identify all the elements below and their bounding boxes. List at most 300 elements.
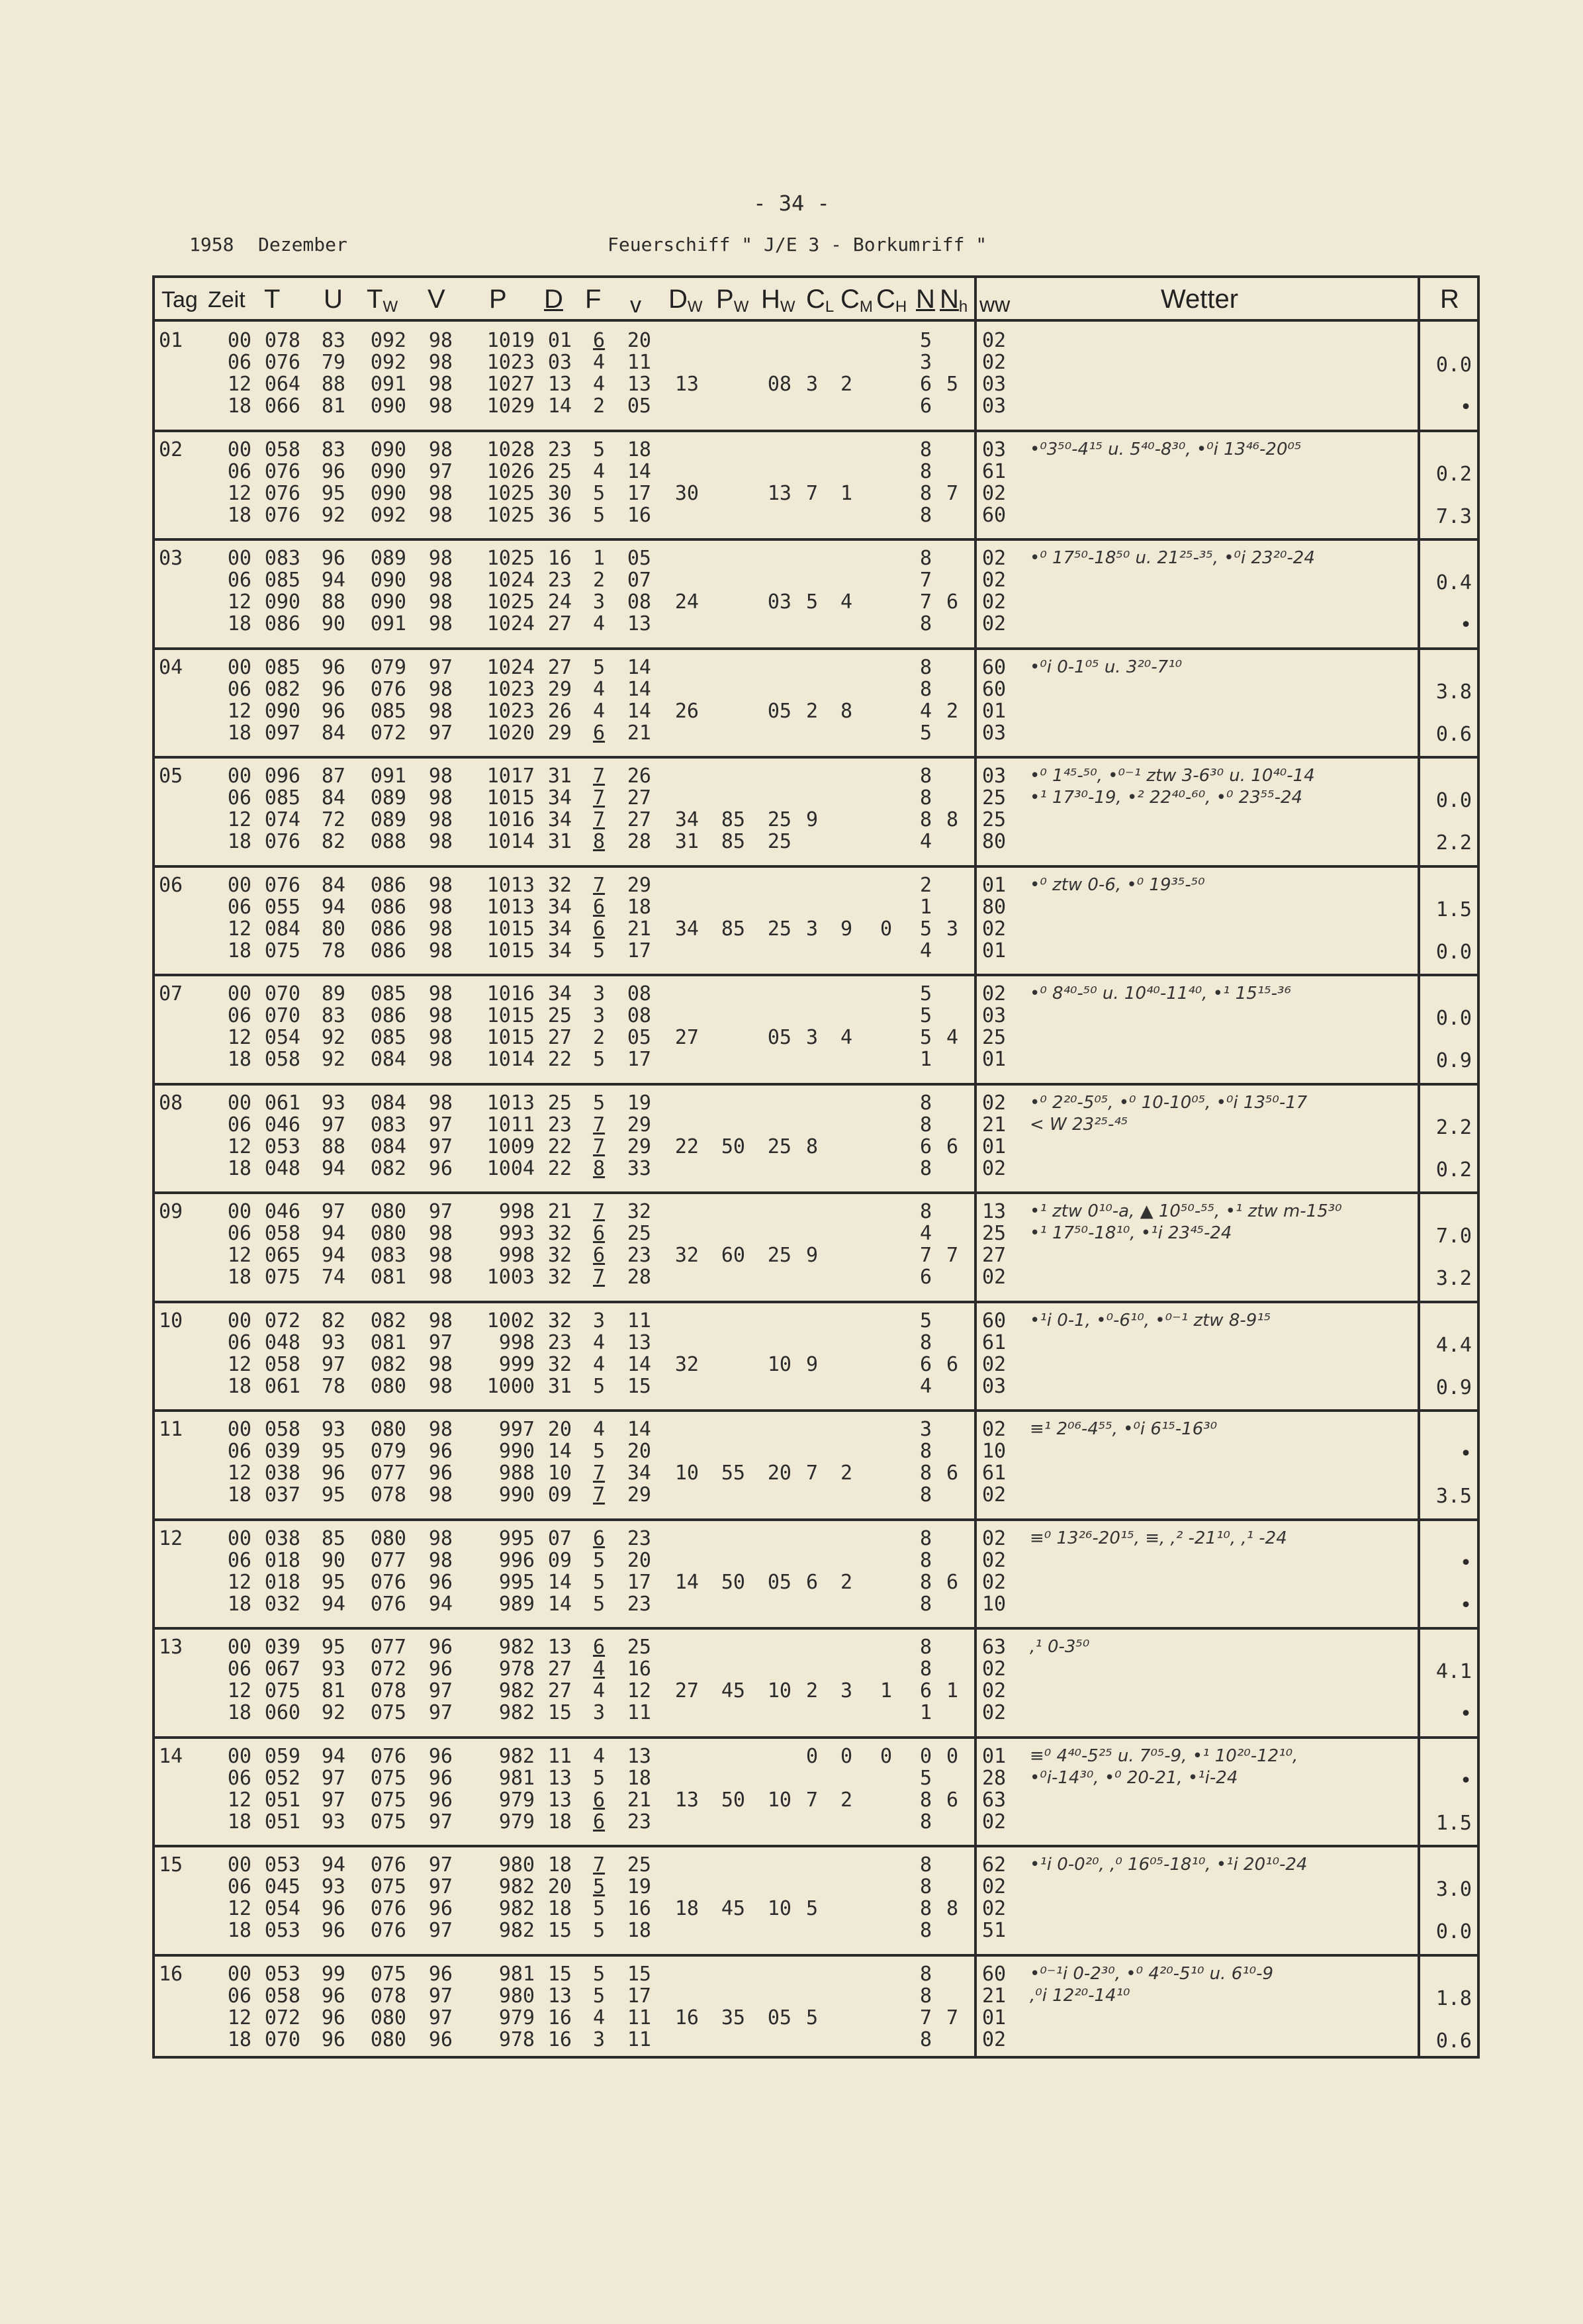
weather-note: •⁰ 8⁴⁰-⁵⁰ u. 10⁴⁰-11⁴⁰, •¹ 15¹⁵-³⁶ bbox=[1030, 984, 1291, 1003]
col-ch bbox=[876, 285, 907, 316]
cell-n: 5 bbox=[919, 1004, 932, 1027]
cell-nh: 8 bbox=[946, 808, 959, 831]
cell-dw: 10 bbox=[674, 1462, 699, 1485]
cell-u: 94 bbox=[321, 1222, 345, 1245]
cell-n: 5 bbox=[919, 1309, 932, 1332]
cell-v: 96 bbox=[428, 1744, 453, 1768]
cell-t: 074 bbox=[264, 808, 300, 831]
cell-u: 80 bbox=[321, 917, 345, 941]
cell-zeit: 06 bbox=[227, 459, 251, 483]
cell-tw: 076 bbox=[370, 677, 406, 701]
cell-tw: 080 bbox=[370, 2006, 406, 2029]
cell-u: 84 bbox=[321, 786, 345, 810]
cell-p: 1016 bbox=[486, 808, 535, 831]
cell-d: 22 bbox=[547, 1135, 572, 1158]
cell-d: 03 bbox=[547, 351, 572, 374]
cell-vv: 33 bbox=[627, 1156, 651, 1180]
cell-t: 096 bbox=[264, 765, 300, 788]
cell-t: 046 bbox=[264, 1113, 300, 1137]
cell-zeit: 06 bbox=[227, 1984, 251, 2008]
cell-f: 4 bbox=[592, 1352, 606, 1376]
cell-d: 16 bbox=[547, 2006, 572, 2029]
cell-ww: 60 bbox=[982, 503, 1007, 527]
cell-p: 995 bbox=[498, 1526, 535, 1550]
cell-f: 5 bbox=[592, 1091, 606, 1115]
cell-ww: 51 bbox=[982, 1919, 1007, 1942]
cell-vv: 25 bbox=[627, 1222, 651, 1245]
cell-d: 18 bbox=[547, 1853, 572, 1877]
cell-u: 88 bbox=[321, 373, 345, 396]
cell-zeit: 06 bbox=[227, 1657, 251, 1681]
cell-vv: 14 bbox=[627, 1418, 651, 1441]
cell-t: 075 bbox=[264, 1266, 300, 1289]
cell-vv: 27 bbox=[627, 808, 651, 831]
cell-pw: 50 bbox=[721, 1135, 745, 1158]
cell-d: 34 bbox=[547, 939, 572, 962]
cell-zeit: 06 bbox=[227, 677, 251, 701]
cell-t: 053 bbox=[264, 1919, 300, 1942]
cell-tw: 084 bbox=[370, 1091, 406, 1115]
cell-zeit: 12 bbox=[227, 1026, 251, 1049]
cell-v: 98 bbox=[428, 1091, 453, 1115]
col-cl bbox=[806, 285, 834, 316]
cell-t: 075 bbox=[264, 939, 300, 962]
day-divider bbox=[155, 538, 1477, 541]
cell-u: 78 bbox=[321, 1374, 345, 1398]
cell-d: 13 bbox=[547, 1984, 572, 2008]
weather-note: •¹ 17⁵⁰-18¹⁰, •¹i 23⁴⁵-24 bbox=[1030, 1223, 1232, 1243]
cell-ww: 02 bbox=[982, 481, 1007, 505]
cell-vv: 34 bbox=[627, 1462, 651, 1485]
cell-u: 85 bbox=[321, 1526, 345, 1550]
cell-f: 5 bbox=[592, 1875, 606, 1898]
cell-vv: 13 bbox=[627, 612, 651, 635]
cell-f: 4 bbox=[592, 677, 606, 701]
cell-ch: 1 bbox=[880, 1679, 893, 1702]
cell-vv: 29 bbox=[627, 1483, 651, 1507]
col-dw bbox=[668, 285, 703, 316]
cell-hw: 10 bbox=[767, 1788, 792, 1812]
cell-p: 978 bbox=[498, 1657, 535, 1681]
cell-f: 5 bbox=[592, 1984, 606, 2008]
cell-v: 98 bbox=[428, 481, 453, 505]
cell-zeit: 12 bbox=[227, 373, 251, 396]
cell-vv: 29 bbox=[627, 873, 651, 897]
cell-tw: 077 bbox=[370, 1462, 406, 1485]
cell-cl: 5 bbox=[805, 590, 819, 614]
weather-note: •⁰ 17⁵⁰-18⁵⁰ u. 21²⁵-³⁵, •⁰i 23²⁰-24 bbox=[1030, 548, 1315, 568]
day-tag: 05 bbox=[159, 765, 183, 788]
col-p: P bbox=[489, 285, 507, 314]
day-tag: 10 bbox=[159, 1309, 183, 1332]
cell-tw: 078 bbox=[370, 1679, 406, 1702]
weather-note: ≡⁰ 13²⁶-20¹⁵, ≡, ,² -21¹⁰, ,¹ -24 bbox=[1030, 1528, 1287, 1548]
cell-vv: 16 bbox=[627, 1657, 651, 1681]
day-divider bbox=[155, 1954, 1477, 1957]
cell-d: 18 bbox=[547, 1897, 572, 1920]
cell-p: 979 bbox=[498, 2006, 535, 2029]
cell-tw: 090 bbox=[370, 459, 406, 483]
cell-vv: 13 bbox=[627, 1330, 651, 1354]
cell-nh: 7 bbox=[946, 1244, 959, 1267]
cell-n: 8 bbox=[919, 1897, 932, 1920]
cell-zeit: 06 bbox=[227, 895, 251, 919]
cell-p: 980 bbox=[498, 1853, 535, 1877]
cell-d: 27 bbox=[547, 1026, 572, 1049]
cell-dw: 14 bbox=[674, 1570, 699, 1594]
day-divider bbox=[155, 1845, 1477, 1847]
cell-nh: 5 bbox=[946, 373, 959, 396]
cell-pw: 55 bbox=[721, 1462, 745, 1485]
cell-tw: 082 bbox=[370, 1352, 406, 1376]
cell-nh: 6 bbox=[946, 1135, 959, 1158]
cell-zeit: 12 bbox=[227, 699, 251, 723]
cell-f: 3 bbox=[592, 2027, 606, 2051]
cell-hw: 25 bbox=[767, 1135, 792, 1158]
cell-d: 24 bbox=[547, 590, 572, 614]
col-hw-label: H bbox=[761, 285, 780, 314]
cell-v: 97 bbox=[428, 2006, 453, 2029]
day-divider bbox=[155, 1301, 1477, 1303]
cell-ww: 60 bbox=[982, 677, 1007, 701]
cell-zeit: 12 bbox=[227, 1788, 251, 1812]
cell-f: 7 bbox=[592, 1135, 606, 1158]
cell-zeit: 12 bbox=[227, 1462, 251, 1485]
cell-zeit: 06 bbox=[227, 1113, 251, 1137]
cell-tw: 080 bbox=[370, 1200, 406, 1223]
cell-zeit: 06 bbox=[227, 1330, 251, 1354]
weather-note: ≡⁰ 4⁴⁰-5²⁵ u. 7⁰⁵-9, •¹ 10²⁰-12¹⁰, bbox=[1030, 1745, 1298, 1766]
cell-d: 16 bbox=[547, 2027, 572, 2051]
cell-t: 076 bbox=[264, 459, 300, 483]
day-divider bbox=[155, 1627, 1477, 1630]
cell-ww: 02 bbox=[982, 1352, 1007, 1376]
cell-u: 97 bbox=[321, 1766, 345, 1790]
cell-v: 98 bbox=[428, 917, 453, 941]
col-tw-label: T bbox=[367, 285, 383, 314]
cell-ww: 60 bbox=[982, 1309, 1007, 1332]
header-station: Feuerschiff " J/E 3 - Borkumriff " bbox=[608, 234, 987, 256]
day-block bbox=[155, 1520, 1477, 1629]
cell-t: 059 bbox=[264, 1744, 300, 1768]
cell-r: • bbox=[1459, 1551, 1472, 1575]
cell-ch: 0 bbox=[880, 1744, 893, 1768]
cell-dw: 27 bbox=[674, 1679, 699, 1702]
cell-vv: 18 bbox=[627, 438, 651, 461]
cell-r: 0.2 bbox=[1435, 462, 1472, 486]
cell-n: 6 bbox=[919, 395, 932, 418]
cell-n: 7 bbox=[919, 1244, 932, 1267]
cell-u: 97 bbox=[321, 1352, 345, 1376]
cell-v: 97 bbox=[428, 1330, 453, 1354]
col-cm-sub: M bbox=[859, 298, 873, 316]
cell-vv: 32 bbox=[627, 1200, 651, 1223]
cell-zeit: 06 bbox=[227, 1875, 251, 1898]
weather-note: < W 23²⁵-⁴⁵ bbox=[1030, 1114, 1128, 1135]
cell-v: 98 bbox=[428, 351, 453, 374]
cell-vv: 11 bbox=[627, 1309, 651, 1332]
cell-v: 98 bbox=[428, 699, 453, 723]
cell-u: 92 bbox=[321, 1048, 345, 1071]
cell-f: 6 bbox=[592, 895, 606, 919]
cell-v: 98 bbox=[428, 590, 453, 614]
cell-p: 1015 bbox=[486, 1004, 535, 1027]
cell-hw: 25 bbox=[767, 1244, 792, 1267]
weather-table bbox=[152, 275, 1480, 2059]
cell-n: 5 bbox=[919, 982, 932, 1005]
cell-f: 6 bbox=[592, 721, 606, 745]
cell-zeit: 00 bbox=[227, 1962, 251, 1986]
cell-zeit: 18 bbox=[227, 503, 251, 527]
col-pw-sub: W bbox=[733, 298, 749, 316]
cell-v: 96 bbox=[428, 2027, 453, 2051]
cell-cm: 9 bbox=[840, 917, 853, 941]
cell-dw: 13 bbox=[674, 1788, 699, 1812]
cell-d: 32 bbox=[547, 1222, 572, 1245]
cell-d: 34 bbox=[547, 895, 572, 919]
cell-ww: 02 bbox=[982, 590, 1007, 614]
cell-ww: 02 bbox=[982, 351, 1007, 374]
cell-p: 978 bbox=[498, 2027, 535, 2051]
cell-ww: 02 bbox=[982, 982, 1007, 1005]
cell-cm: 1 bbox=[840, 481, 853, 505]
cell-r: 0.9 bbox=[1435, 1049, 1472, 1072]
cell-p: 989 bbox=[498, 1592, 535, 1616]
cell-u: 87 bbox=[321, 765, 345, 788]
cell-v: 98 bbox=[428, 1004, 453, 1027]
cell-n: 8 bbox=[919, 1526, 932, 1550]
cell-v: 98 bbox=[428, 873, 453, 897]
cell-vv: 14 bbox=[627, 1352, 651, 1376]
cell-zeit: 12 bbox=[227, 1244, 251, 1267]
cell-f: 5 bbox=[592, 1962, 606, 1986]
cell-n: 7 bbox=[919, 569, 932, 592]
cell-vv: 16 bbox=[627, 503, 651, 527]
cell-p: 1025 bbox=[486, 590, 535, 614]
cell-t: 076 bbox=[264, 351, 300, 374]
cell-zeit: 18 bbox=[227, 1483, 251, 1507]
cell-f: 5 bbox=[592, 1548, 606, 1572]
cell-tw: 076 bbox=[370, 1592, 406, 1616]
cell-u: 93 bbox=[321, 1810, 345, 1834]
cell-d: 13 bbox=[547, 1788, 572, 1812]
cell-v: 98 bbox=[428, 1526, 453, 1550]
cell-tw: 080 bbox=[370, 1526, 406, 1550]
day-block bbox=[155, 1193, 1477, 1302]
cell-ww: 21 bbox=[982, 1984, 1007, 2008]
cell-v: 96 bbox=[428, 1462, 453, 1485]
cell-d: 34 bbox=[547, 786, 572, 810]
cell-r: 4.4 bbox=[1435, 1333, 1472, 1357]
cell-ww: 02 bbox=[982, 1875, 1007, 1898]
day-tag: 03 bbox=[159, 547, 183, 570]
cell-u: 82 bbox=[321, 1309, 345, 1332]
day-divider bbox=[155, 865, 1477, 868]
cell-n: 8 bbox=[919, 612, 932, 635]
cell-ww: 61 bbox=[982, 1462, 1007, 1485]
cell-vv: 23 bbox=[627, 1810, 651, 1834]
cell-cl: 9 bbox=[805, 1352, 819, 1376]
weather-note: •⁰ 2²⁰-5⁰⁵, •⁰ 10-10⁰⁵, •⁰i 13⁵⁰-17 bbox=[1030, 1092, 1308, 1113]
cell-t: 076 bbox=[264, 503, 300, 527]
cell-v: 98 bbox=[428, 765, 453, 788]
cell-f: 1 bbox=[592, 547, 606, 570]
cell-v: 98 bbox=[428, 1309, 453, 1332]
cell-f: 4 bbox=[592, 612, 606, 635]
cell-cl: 5 bbox=[805, 1897, 819, 1920]
cell-t: 070 bbox=[264, 1004, 300, 1027]
cell-cl: 2 bbox=[805, 1679, 819, 1702]
cell-n: 6 bbox=[919, 1679, 932, 1702]
cell-u: 90 bbox=[321, 1548, 345, 1572]
day-block bbox=[155, 975, 1477, 1084]
cell-f: 6 bbox=[592, 329, 606, 352]
cell-v: 97 bbox=[428, 1810, 453, 1834]
cell-vv: 18 bbox=[627, 1766, 651, 1790]
cell-hw: 03 bbox=[767, 590, 792, 614]
cell-pw: 35 bbox=[721, 2006, 745, 2029]
cell-v: 97 bbox=[428, 1919, 453, 1942]
cell-zeit: 06 bbox=[227, 1222, 251, 1245]
cell-t: 064 bbox=[264, 373, 300, 396]
cell-zeit: 00 bbox=[227, 1200, 251, 1223]
cell-n: 5 bbox=[919, 1026, 932, 1049]
cell-p: 982 bbox=[498, 1919, 535, 1942]
cell-vv: 17 bbox=[627, 1048, 651, 1071]
cell-v: 98 bbox=[428, 1483, 453, 1507]
cell-u: 93 bbox=[321, 1091, 345, 1115]
cell-t: 070 bbox=[264, 982, 300, 1005]
cell-v: 97 bbox=[428, 721, 453, 745]
cell-vv: 11 bbox=[627, 2006, 651, 2029]
cell-cl: 3 bbox=[805, 1026, 819, 1049]
cell-pw: 60 bbox=[721, 1244, 745, 1267]
cell-u: 96 bbox=[321, 547, 345, 570]
cell-zeit: 18 bbox=[227, 2027, 251, 2051]
cell-zeit: 18 bbox=[227, 612, 251, 635]
cell-u: 93 bbox=[321, 1657, 345, 1681]
cell-v: 98 bbox=[428, 547, 453, 570]
cell-n: 8 bbox=[919, 786, 932, 810]
cell-n: 6 bbox=[919, 1266, 932, 1289]
cell-zeit: 00 bbox=[227, 655, 251, 679]
cell-f: 5 bbox=[592, 1592, 606, 1616]
cell-cm: 8 bbox=[840, 699, 853, 723]
cell-d: 23 bbox=[547, 1330, 572, 1354]
cell-nh: 3 bbox=[946, 917, 959, 941]
cell-tw: 080 bbox=[370, 2027, 406, 2051]
cell-v: 98 bbox=[428, 1026, 453, 1049]
cell-d: 01 bbox=[547, 329, 572, 352]
cell-cl: 9 bbox=[805, 1244, 819, 1267]
cell-ww: 02 bbox=[982, 2027, 1007, 2051]
cell-v: 97 bbox=[428, 1701, 453, 1724]
cell-f: 4 bbox=[592, 699, 606, 723]
cell-t: 038 bbox=[264, 1526, 300, 1550]
cell-vv: 20 bbox=[627, 1548, 651, 1572]
cell-ww: 01 bbox=[982, 1048, 1007, 1071]
cell-f: 7 bbox=[592, 1266, 606, 1289]
cell-n: 8 bbox=[919, 1962, 932, 1986]
cell-f: 5 bbox=[592, 1897, 606, 1920]
cell-p: 981 bbox=[498, 1962, 535, 1986]
cell-v: 98 bbox=[428, 1418, 453, 1441]
cell-t: 078 bbox=[264, 329, 300, 352]
cell-dw: 34 bbox=[674, 917, 699, 941]
cell-vv: 17 bbox=[627, 1984, 651, 2008]
weather-note: •¹ ztw 0¹⁰-a, ▲ 10⁵⁰-⁵⁵, •¹ ztw m-15³⁰ bbox=[1030, 1201, 1342, 1221]
cell-r: 1.8 bbox=[1435, 1986, 1472, 2010]
cell-u: 96 bbox=[321, 677, 345, 701]
cell-v: 96 bbox=[428, 1897, 453, 1920]
cell-f: 5 bbox=[592, 1570, 606, 1594]
cell-zeit: 12 bbox=[227, 1135, 251, 1158]
cell-u: 95 bbox=[321, 481, 345, 505]
cell-vv: 17 bbox=[627, 481, 651, 505]
cell-vv: 19 bbox=[627, 1875, 651, 1898]
cell-t: 032 bbox=[264, 1592, 300, 1616]
cell-u: 97 bbox=[321, 1200, 345, 1223]
cell-zeit: 00 bbox=[227, 1526, 251, 1550]
cell-nh: 0 bbox=[946, 1744, 959, 1768]
cell-t: 076 bbox=[264, 830, 300, 853]
cell-vv: 21 bbox=[627, 917, 651, 941]
cell-cl: 2 bbox=[805, 699, 819, 723]
col-cl-label: C bbox=[806, 285, 825, 314]
cell-n: 8 bbox=[919, 1875, 932, 1898]
cell-dw: 31 bbox=[674, 830, 699, 853]
cell-vv: 13 bbox=[627, 1744, 651, 1768]
weather-note: •⁰i-14³⁰, •⁰ 20-21, •¹i-24 bbox=[1030, 1767, 1238, 1788]
cell-v: 98 bbox=[428, 1222, 453, 1245]
cell-tw: 089 bbox=[370, 786, 406, 810]
cell-vv: 14 bbox=[627, 699, 651, 723]
cell-nh: 8 bbox=[946, 1897, 959, 1920]
cell-u: 72 bbox=[321, 808, 345, 831]
cell-t: 053 bbox=[264, 1853, 300, 1877]
day-block bbox=[155, 431, 1477, 540]
cell-d: 30 bbox=[547, 481, 572, 505]
cell-t: 076 bbox=[264, 481, 300, 505]
cell-zeit: 12 bbox=[227, 1679, 251, 1702]
day-divider bbox=[155, 430, 1477, 432]
cell-p: 980 bbox=[498, 1984, 535, 2008]
cell-ww: 61 bbox=[982, 459, 1007, 483]
cell-t: 060 bbox=[264, 1701, 300, 1724]
cell-r: 0.4 bbox=[1435, 571, 1472, 594]
cell-n: 8 bbox=[919, 547, 932, 570]
cell-ww: 60 bbox=[982, 1962, 1007, 1986]
cell-p: 996 bbox=[498, 1548, 535, 1572]
cell-r: 3.8 bbox=[1435, 680, 1472, 704]
cell-vv: 16 bbox=[627, 1897, 651, 1920]
weather-note: •⁰3⁵⁰-4¹⁵ u. 5⁴⁰-8³⁰, •⁰i 13⁴⁶-20⁰⁵ bbox=[1030, 439, 1302, 459]
cell-p: 1017 bbox=[486, 765, 535, 788]
cell-ww: 02 bbox=[982, 1897, 1007, 1920]
cell-u: 96 bbox=[321, 1919, 345, 1942]
cell-u: 95 bbox=[321, 1636, 345, 1659]
cell-v: 98 bbox=[428, 1548, 453, 1572]
col-f: F bbox=[585, 285, 602, 314]
cell-tw: 084 bbox=[370, 1135, 406, 1158]
col-nh-label: N bbox=[940, 285, 959, 314]
cell-nh: 7 bbox=[946, 2006, 959, 2029]
cell-vv: 26 bbox=[627, 765, 651, 788]
cell-v: 98 bbox=[428, 569, 453, 592]
cell-vv: 25 bbox=[627, 1636, 651, 1659]
cell-tw: 080 bbox=[370, 1222, 406, 1245]
col-tw bbox=[367, 285, 398, 316]
